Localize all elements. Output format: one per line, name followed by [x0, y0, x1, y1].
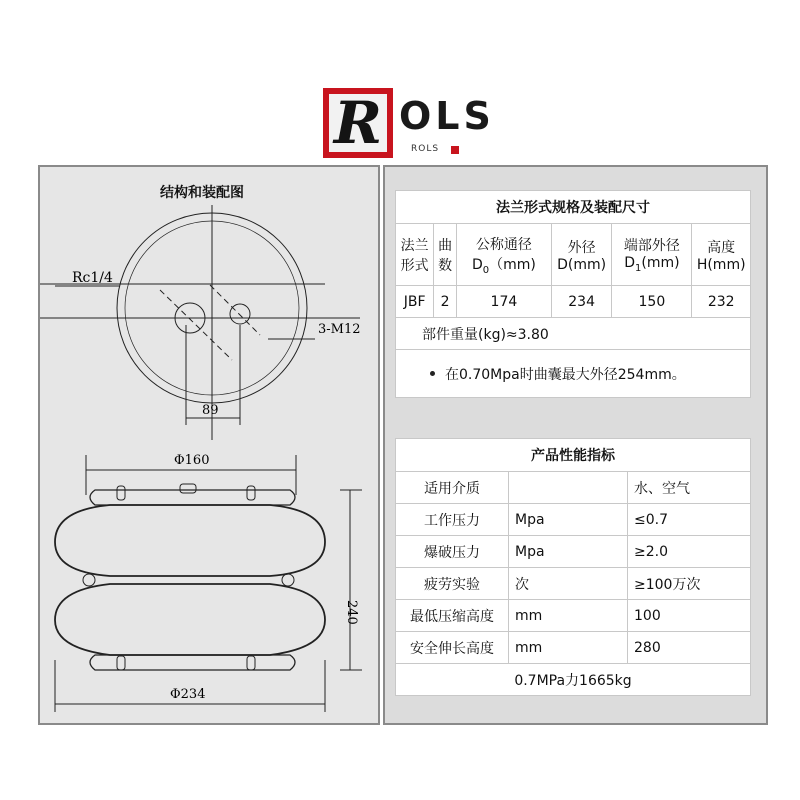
- note-text: 在0.70Mpa时曲囊最大外径254mm。: [445, 366, 686, 383]
- bolt-hole: [230, 304, 250, 324]
- header-height: 高度 H(mm): [692, 224, 751, 286]
- m12-label: 3-M12: [318, 322, 361, 337]
- perf-name: 工作压力: [396, 504, 509, 536]
- perf-name: 最低压缩高度: [396, 600, 509, 632]
- perf-value: ≤0.7: [628, 504, 751, 536]
- table-row: [396, 472, 751, 504]
- assembly-drawing: [38, 165, 380, 725]
- table-row: [396, 536, 751, 568]
- perf-value: ≥100万次: [628, 568, 751, 600]
- table-row: [396, 632, 751, 664]
- perf-unit: 次: [509, 568, 628, 600]
- cell-height: 232: [692, 286, 751, 318]
- rc-quarter-label: Rc1/4: [72, 270, 113, 286]
- perf-unit: mm: [509, 600, 628, 632]
- dimension-89: 89: [202, 403, 219, 418]
- perf-value: 280: [628, 632, 751, 664]
- table-row: [396, 568, 751, 600]
- header-outer-diameter: 外径 D(mm): [551, 224, 612, 286]
- perf-name: 疲劳实验: [396, 568, 509, 600]
- perf-name: 适用介质: [396, 472, 509, 504]
- brand-logo: [323, 88, 495, 160]
- diagram-title: 结构和装配图: [160, 185, 244, 201]
- logo-ols-text: OLS: [399, 94, 495, 138]
- performance-table: [395, 438, 751, 696]
- dimension-234: Φ234: [170, 687, 206, 702]
- perf-value: 100: [628, 600, 751, 632]
- dimension-160: Φ160: [174, 453, 210, 468]
- cell-end-outer-diameter: 150: [612, 286, 692, 318]
- table-row: [396, 286, 751, 318]
- header-nominal-diameter: 公称通径 $D_0(mm)$: [456, 224, 551, 286]
- perf-unit: mm: [509, 632, 628, 664]
- perf-name: 爆破压力: [396, 536, 509, 568]
- dimension-240: 240: [344, 600, 359, 625]
- logo-red-frame: [323, 88, 393, 158]
- weight-row: 部件重量(kg)≈3.80: [396, 318, 751, 350]
- perf-unit: Mpa: [509, 504, 628, 536]
- performance-table-title: 产品性能指标: [396, 439, 751, 472]
- header-flange-type: 法兰 形式: [396, 224, 434, 286]
- performance-footer: 0.7MPa力1665kg: [396, 664, 751, 696]
- cell-convolutions: 2: [434, 286, 457, 318]
- perf-value: 水、空气: [628, 472, 751, 504]
- logo-red-square: [451, 146, 459, 154]
- cell-outer-diameter: 234: [551, 286, 612, 318]
- perf-unit: Mpa: [509, 536, 628, 568]
- spec-table: [395, 190, 751, 398]
- header-convolutions: 曲 数: [434, 224, 457, 286]
- logo-small-text: ROLS: [411, 144, 440, 154]
- table-row: [396, 504, 751, 536]
- note-row: [396, 350, 751, 398]
- perf-unit: [509, 472, 628, 504]
- cell-flange-type: JBF: [396, 286, 434, 318]
- perf-value: ≥2.0: [628, 536, 751, 568]
- header-end-outer-diameter: 端部外径 $D_1(mm)$: [612, 224, 692, 286]
- table-row: [396, 600, 751, 632]
- logo-r-letter: R: [329, 94, 387, 152]
- spec-table-title: 法兰形式规格及装配尺寸: [396, 191, 751, 224]
- bullet-icon: [430, 371, 435, 376]
- perf-name: 安全伸长高度: [396, 632, 509, 664]
- cell-nominal-diameter: 174: [456, 286, 551, 318]
